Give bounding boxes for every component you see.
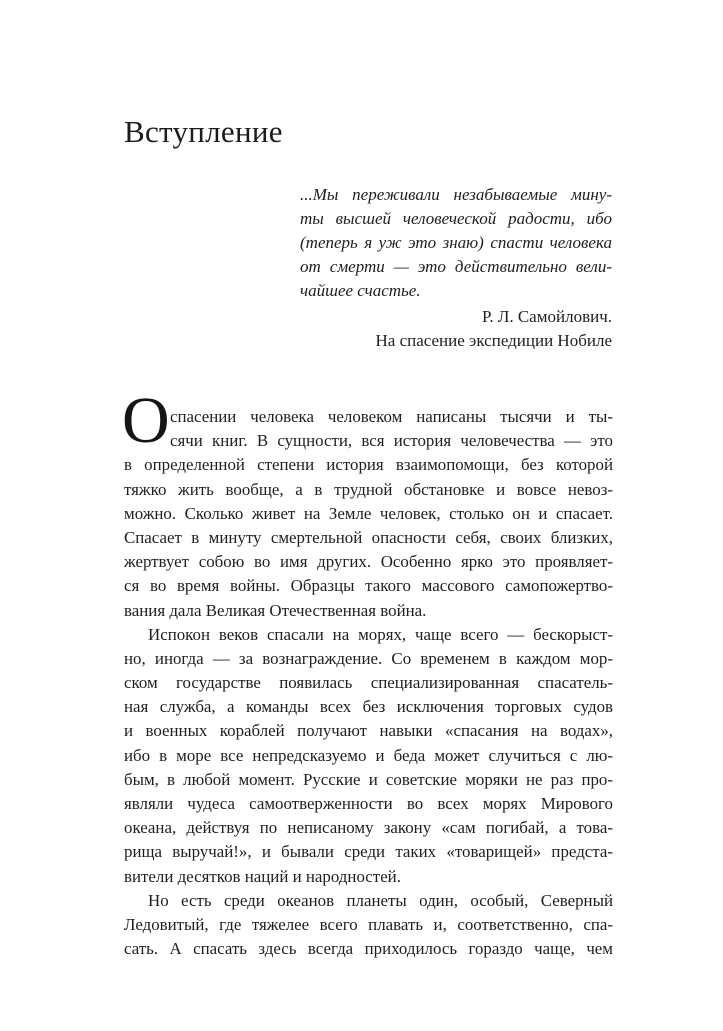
epigraph-author: Р. Л. Самойлович. (481, 307, 612, 326)
text-line: вители десятков наций и народностей. (124, 866, 401, 886)
text-line: можно. Сколько живет на Земле человек, столько он и спасает. (124, 503, 613, 523)
text-line: в определенной степени история взаимопомощи, без которой (124, 455, 613, 475)
text-line: ся во время войны. Образцы такого массового самопожертво- (124, 576, 613, 596)
text-line: океана, действуя по неписаному закону «сам погибай, а това- (124, 818, 613, 838)
epigraph-line: ...Мы переживали незабываемые мину- (300, 185, 612, 204)
epigraph-line: от смерти — это действительно вели- (300, 257, 612, 276)
text-line: и военных кораблей получают навыки «спасания на водах», (124, 721, 613, 741)
epigraph-source: На спасение экспедиции Нобиле (375, 331, 612, 350)
body-text (124, 405, 613, 961)
text-line: бым, в любой момент. Русские и советские моряки не раз про- (124, 769, 613, 789)
text-line: вания дала Великая Отечественная война. (124, 600, 427, 620)
epigraph-line: ты высшей человеческой радости, ибо (300, 209, 612, 228)
text-line: сячи книг. В сущности, вся история человечества — это (170, 431, 613, 451)
epigraph-line: (теперь я уж это знаю) спасти человека (300, 233, 612, 252)
text-line: но, иногда — за вознаграждение. Со временем в каждом мор- (124, 648, 613, 668)
epigraph (300, 183, 612, 353)
text-line: жертвует собою во имя других. Особенно ярко это проявляет- (124, 552, 613, 572)
epigraph-line: чайшее счастье. (300, 281, 421, 300)
text-line: ском государстве появилась специализированная спасатель- (124, 673, 613, 693)
drop-cap: О (122, 384, 170, 457)
text-line: Ледовитый, где тяжелее всего плавать и, соответственно, спа- (124, 914, 613, 934)
text-line: Испокон веков спасали на морях, чаще всего — бескорыст- (148, 624, 613, 644)
text-line: Но есть среди океанов планеты один, особый, Северный (148, 890, 613, 910)
text-line: тяжко жить вообще, а в трудной обстановке и вовсе невоз- (124, 479, 613, 499)
text-line: ная служба, а команды всех без исключения торговых судов (124, 697, 613, 717)
text-line: спасении человека человеком написаны тысячи и ты- (170, 407, 613, 426)
chapter-title: Вступление (124, 114, 283, 149)
text-line: ибо в море все непредсказуемо и беда может случиться с лю- (124, 745, 613, 765)
text-line: рища выручай!», и бывали среди таких «товарищей» предста- (124, 842, 613, 862)
text-line: Спасает в минуту смертельной опасности себя, своих близких, (124, 527, 613, 547)
text-line: являли чудеса самоотверженности во всех морях Мирового (124, 794, 613, 813)
text-line: сать. А спасать здесь всегда приходилось гораздо чаще, чем (124, 939, 613, 959)
